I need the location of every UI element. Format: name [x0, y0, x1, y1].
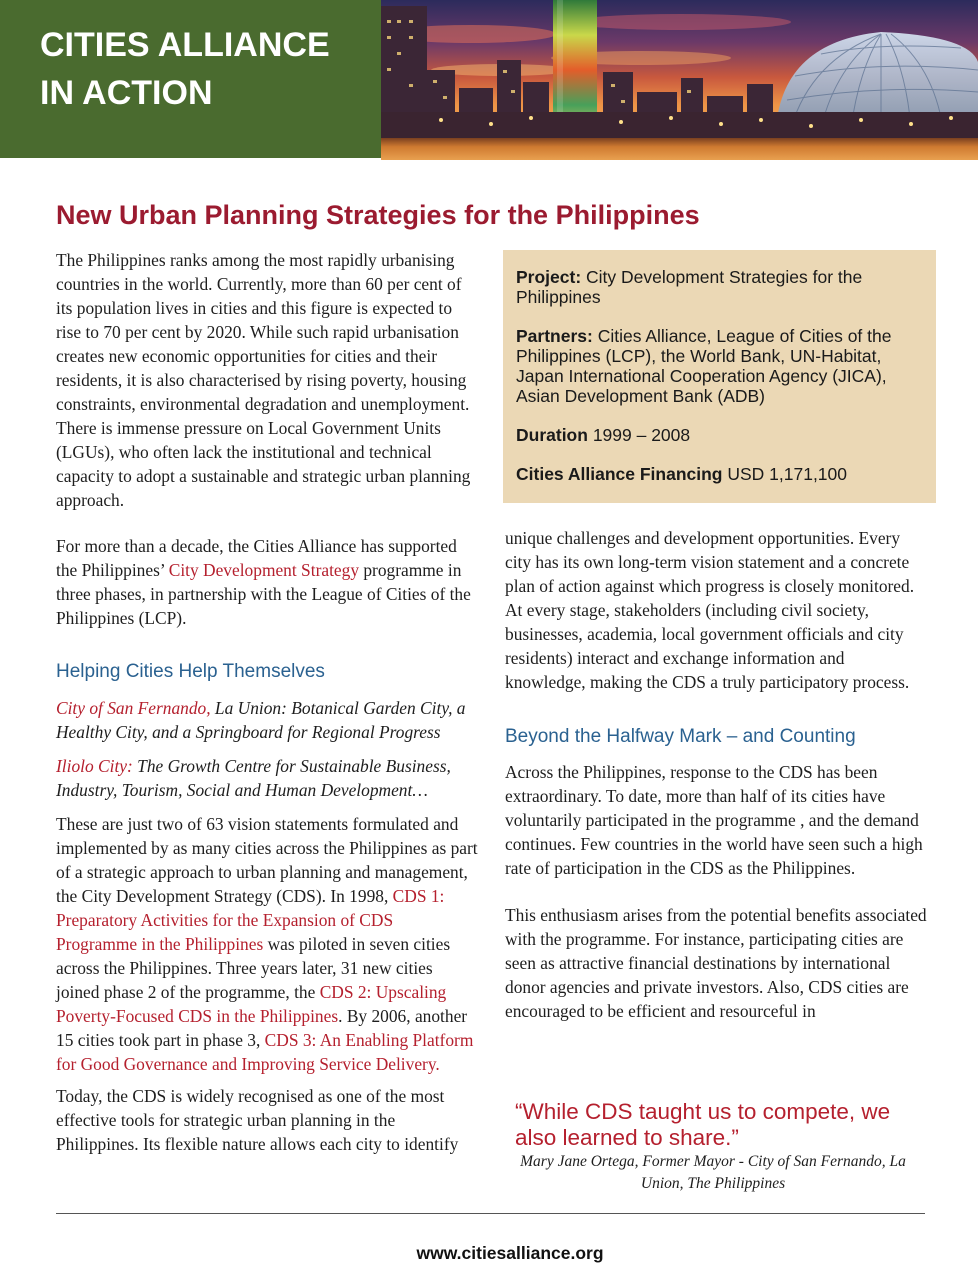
cds-programme-link[interactable]: City Development Strategy: [168, 560, 360, 580]
left-column: [56, 248, 478, 1156]
cds2-link[interactable]: CDS 2: Upscaling Poverty-Focused CDS in the Philippines: [56, 982, 447, 1026]
enthusiasm-paragraph: This enthusiasm arises from the potential benefits associated with the programme. For instance, participating cities are seen as attractive financial destinations by international donor agencies and private investors. Also, CDS cities are encouraged to be efficient and resourceful in: [505, 905, 927, 1021]
cds1-link[interactable]: CDS 1: Preparatory Activities for the Expansion of CDS Programme in the Philippines: [56, 886, 445, 954]
project-row: [516, 267, 918, 307]
header-title-box: [0, 0, 381, 158]
vision-statement-san-fernando: [56, 696, 478, 744]
duration-label: Duration: [516, 425, 588, 445]
partners-value: Cities Alliance, League of Cities of the Philippines (LCP), the World Bank, UN-Habitat, Japan International Cooperation Agency (JICA), Asian Development Bank (ADB): [516, 326, 892, 406]
support-paragraph: [56, 534, 478, 630]
project-value: City Development Strategies for the Philippines: [516, 267, 863, 307]
section-heading-halfway-mark: Beyond the Halfway Mark – and Counting: [505, 726, 856, 747]
phases-paragraph: [56, 812, 478, 1076]
financing-row: [516, 464, 918, 484]
quote-attribution: Mary Jane Ortega, Former Mayor - City of San Fernando, La Union, The Philippines: [520, 1153, 906, 1192]
text-segment: These are just two of 63 vision statements formulated and implemented by as many cities across the Philippines as part of a strategic approach to urban planning and management, the City Development Strategy (CDS). In 1998,: [56, 814, 478, 906]
text-segment: For more than a decade, the Cities Alliance has supported the Philippines’: [56, 536, 457, 580]
text-segment: programme in three phases, in partnership with the League of Cities of the Philippines (LCP).: [56, 560, 471, 628]
duration-row: [516, 425, 918, 445]
page-title: New Urban Planning Strategies for the Philippines: [56, 200, 700, 230]
photo-street: [381, 112, 978, 160]
pull-quote: “While CDS taught us to compete, we also learned to share.”: [515, 1099, 891, 1150]
financing-value: USD 1,171,100: [722, 464, 848, 484]
vision-text: La Union: Botanical Garden City, a Healthy City, and a Springboard for Regional Progress: [56, 698, 466, 742]
text-segment: was piloted in seven cities across the Philippines. Three years later, 31 new cities joined phase 2 of the programme, the: [56, 934, 451, 1002]
vision-statement-iloilo: [56, 754, 478, 802]
intro-paragraph: The Philippines ranks among the most rapidly urbanising countries in the world. Currently, more than 60 per cent of its population lives in cities and this figure is expected to rise to 70 per cent by 2020. While such rapid urbanisation creates new economic opportunities for cities and their residents, it is also characterised by rising poverty, housing constraints, environmental degradation and unemployment. There is immense pressure on Local Government Units (LGUs), who often lack the institutional and technical capacity to adopt a sustainable and strategic urban planning approach.: [56, 250, 471, 510]
participatory-paragraph: unique challenges and development opportunities. Every city has its own long-term vision statement and a concrete plan of action against which progress is closely monitored. At every stage, stakeholders (including civil society, businesses, academia, local government officials and city residents) interact and exchange information and knowledge, making the CDS a truly participatory process.: [505, 528, 915, 692]
project-info-box: [503, 250, 936, 503]
series-title-line2: IN ACTION: [40, 74, 213, 112]
text-segment: . By 2006, another 15 cities took part in phase 3,: [56, 1006, 468, 1050]
footer-divider: [56, 1213, 925, 1214]
duration-value: 1999 – 2008: [587, 425, 691, 445]
vision-text: The Growth Centre for Sustainable Business, Industry, Tourism, Social and Human Development…: [56, 756, 451, 800]
today-paragraph: Today, the CDS is widely recognised as one of the most effective tools for strategic urban planning in the Philippines. Its flexible nature allows each city to identify: [56, 1086, 459, 1154]
partners-label: Partners:: [516, 326, 593, 346]
financing-label: Cities Alliance Financing: [516, 464, 723, 484]
right-column: [505, 526, 927, 1023]
vision-city-name: Iliolo City:: [56, 756, 133, 776]
response-paragraph: Across the Philippines, response to the CDS has been extraordinary. To date, more than half of its cities have voluntarily participated in the programme , and the demand continues. Few countries in the world have seen such a high rate of participation in the CDS as the Philippines.: [505, 762, 923, 878]
project-label: Project:: [516, 267, 582, 287]
footer-website-link[interactable]: www.citiesalliance.org: [416, 1243, 604, 1263]
section-heading-helping-cities: Helping Cities Help Themselves: [56, 661, 325, 682]
series-title: [40, 21, 330, 117]
cds3-link[interactable]: CDS 3: An Enabling Platform for Good Governance and Improving Service Delivery.: [56, 1030, 474, 1074]
vision-city-name: City of San Fernando,: [56, 698, 211, 718]
partners-row: [516, 326, 918, 406]
header-skyline-photo: [381, 0, 978, 160]
series-title-line1: CITIES ALLIANCE: [40, 26, 330, 64]
